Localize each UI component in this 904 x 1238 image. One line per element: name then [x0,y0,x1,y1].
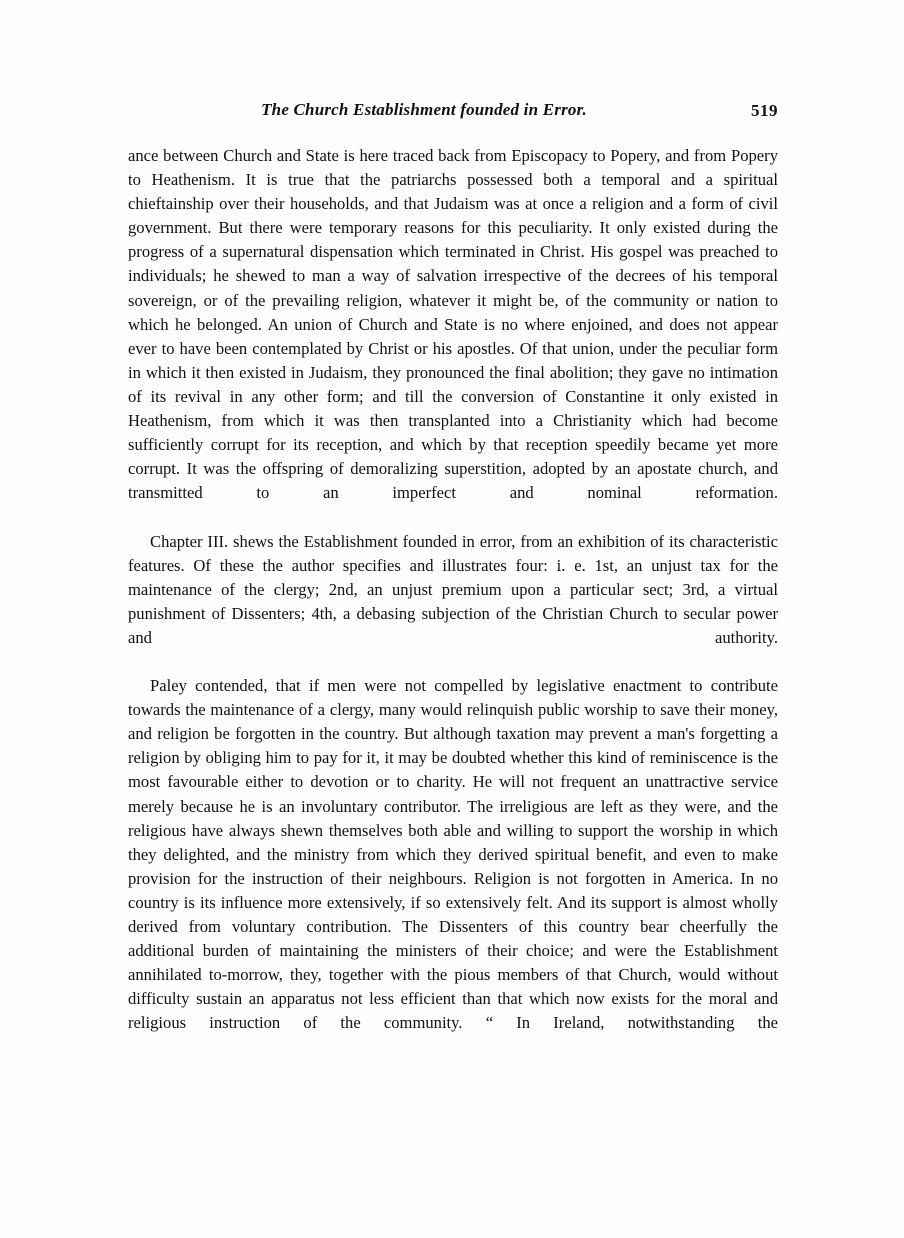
paragraph-3: Paley contended, that if men were not compelled by legislative enactment to contribute towards the maintenance of a clergy, many would relinquish public worship to save their money, and religion be forgotten in the country. But although taxation may prevent a man's forgetting a religion by obliging him to pay for it, it may be doubted whether this kind of reminiscence is the most favourable either to devotion or to charity. He will not frequent an unattractive service merely because he is an involuntary contributor. The irreligious are left as they were, and the religious have always shewn themselves both able and willing to support the worship in which they delighted, and the ministry from which they derived spiritual benefit, and even to make provision for the instruction of their neighbours. Religion is not forgotten in America. In no country is its influence more extensively, if so extensively felt. And its support is almost wholly derived from voluntary contribution. The Dissenters of this country bear cheerfully the additional burden of maintaining the ministers of their choice; and were the Establishment annihilated to-morrow, they, together with the pious members of that Church, would without difficulty sustain an apparatus not less efficient than that which now exists for the moral and religious instruction of the community. “ In Ireland, notwithstanding the [128,676,778,1033]
page-number: 519 [751,101,778,120]
body-text [128,144,778,1060]
page-content [128,100,778,1060]
running-header [128,100,778,136]
running-head-title: The Church Establishment founded in Error. [261,100,587,119]
paragraph-2: Chapter III. shews the Establishment founded in error, from an exhibition of its characteristic features. Of these the author specifies and illustrates four: i. e. 1st, an unjust tax for the maintenance of the clergy; 2nd, an unjust premium upon a particular sect; 3rd, a virtual punishment of Dissenters; 4th, a debasing subjection of the Christian Church to secular power and authority. [128,531,778,647]
paragraph-1: ance between Church and State is here traced back from Episcopacy to Popery, and from Popery to Heathenism. It is true that the patriarchs possessed both a temporal and a spiritual chieftainship over their households, and that Judaism was at once a religion and a form of civil government. But there were temporary reasons for this peculiarity. It only existed during the progress of a supernatural dispensation which terminated in Christ. His gospel was preached to individuals; he shewed to man a way of salvation irrespective of the decrees of his temporal sovereign, or of the prevailing religion, whatever it might be, of the community or nation to which he belonged. An union of Church and State is no where enjoined, and does not appear ever to have been contemplated by Christ or his apostles. Of that union, under the peculiar form in which it then existed in Judaism, they pronounced the final abolition; they gave no intimation of its revival in any other form; and till the conversion of Constantine it only existed in Heathenism, from which it was then transplanted into a Christianity which had become sufficiently corrupt for its reception, and which by that reception speedily became yet more corrupt. It was the offspring of demoralizing superstition, adopted by an apostate church, and transmitted to an imperfect and nominal reformation. [128,146,778,503]
